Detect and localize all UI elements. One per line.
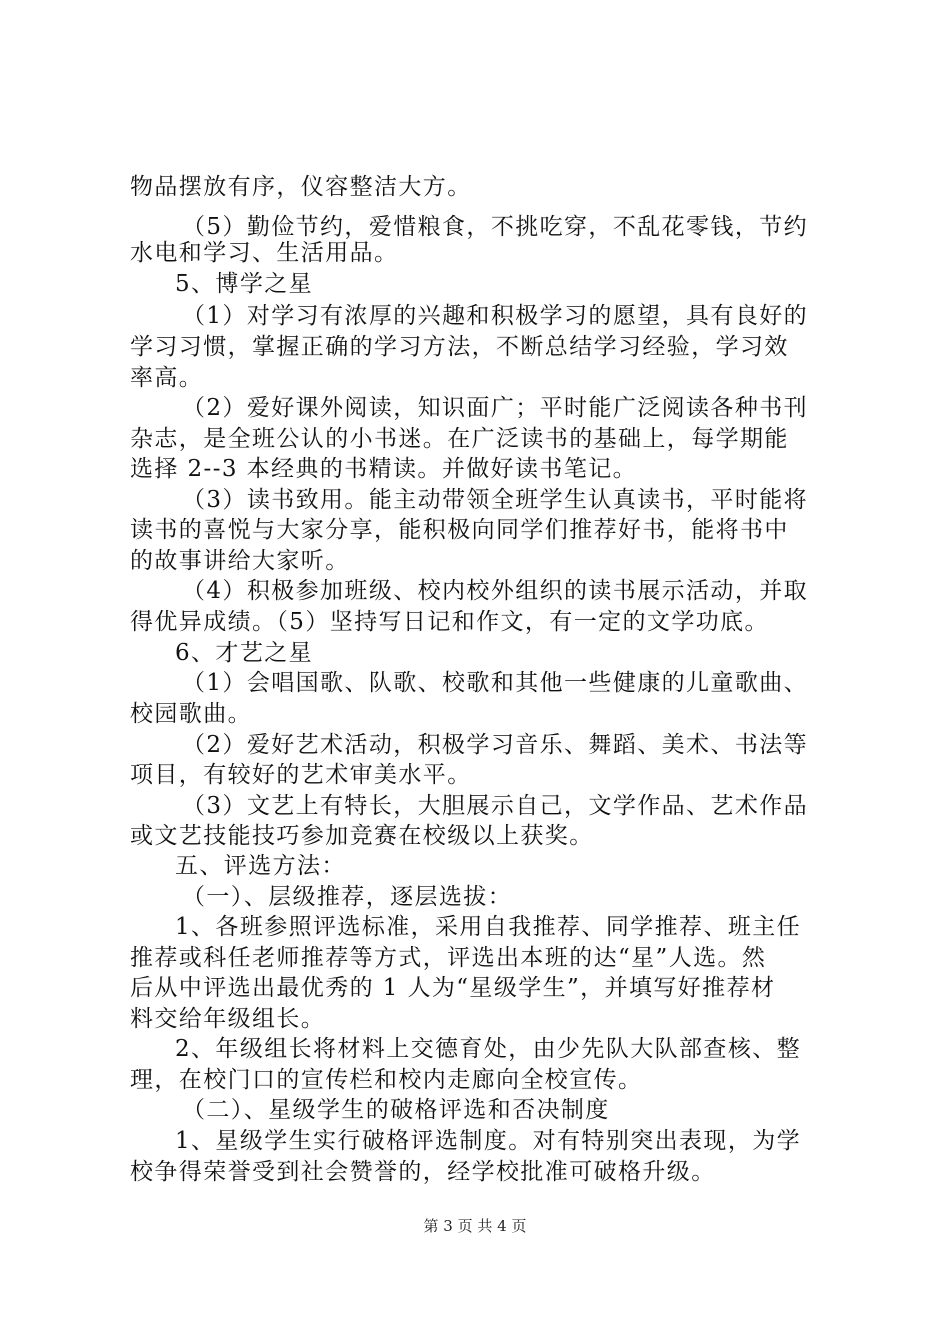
text-line: 校园歌曲。: [130, 701, 252, 727]
text-line: （4）积极参加班级、校内校外组织的读书展示活动，并取: [182, 578, 809, 604]
text-line: 1、各班参照评选标准，采用自我推荐、同学推荐、班主任: [175, 914, 802, 940]
text-line: 率高。: [130, 365, 204, 391]
text-line: （3）读书致用。能主动带领全班学生认真读书，平时能将: [182, 487, 809, 513]
text-line: 料交给年级组长。: [130, 1006, 326, 1032]
text-line: 杂志，是全班公认的小书迷。在广泛读书的基础上，每学期能: [130, 426, 789, 452]
text-line: 得优异成绩。（5）坚持写日记和作文，有一定的文学功底。: [130, 609, 769, 635]
subsection-heading: （二）、星级学生的破格评选和否决制度: [182, 1097, 610, 1123]
text-line: 选择 2--3 本经典的书精读。并做好读书笔记。: [130, 456, 638, 482]
section-heading: 5、博学之星: [175, 271, 314, 297]
text-line: 理，在校门口的宣传栏和校内走廊向全校宣传。: [130, 1067, 643, 1093]
text-line: 的故事讲给大家听。: [130, 548, 350, 574]
text-line: （1）对学习有浓厚的兴趣和积极学习的愿望，具有良好的: [182, 303, 809, 329]
text-line: （2）爱好课外阅读，知识面广；平时能广泛阅读各种书刊: [182, 395, 809, 421]
text-line: 校争得荣誉受到社会赞誉的，经学校批准可破格升级。: [130, 1159, 716, 1185]
page-footer: 第 3 页 共 4 页: [423, 1217, 527, 1235]
section-heading: 五、评选方法：: [175, 853, 346, 879]
subsection-heading: （一）、层级推荐，逐层选拔：: [182, 884, 513, 910]
text-line: （5）勤俭节约，爱惜粮食，不挑吃穿，不乱花零钱，节约: [182, 214, 809, 240]
text-line: 或文艺技能技巧参加竞赛在校级以上获奖。: [130, 823, 594, 849]
text-line: 物品摆放有序，仪容整洁大方。: [130, 174, 472, 200]
section-heading: 6、才艺之星: [175, 640, 314, 666]
text-line: 后从中评选出最优秀的 1 人为“星级学生”，并填写好推荐材: [130, 975, 776, 1001]
text-line: 项目，有较好的艺术审美水平。: [130, 762, 472, 788]
text-line: 2、年级组长将材料上交德育处，由少先队大队部查核、整: [175, 1036, 802, 1062]
text-line: 学习习惯，掌握正确的学习方法，不断总结学习经验，学习效: [130, 334, 789, 360]
text-line: （3）文艺上有特长，大胆展示自己，文学作品、艺术作品: [182, 793, 809, 819]
text-line: 1、星级学生实行破格评选制度。对有特别突出表现，为学: [175, 1128, 802, 1154]
text-line: （2）爱好艺术活动，积极学习音乐、舞蹈、美术、书法等: [182, 732, 809, 758]
text-line: （1）会唱国歌、队歌、校歌和其他一些健康的儿童歌曲、: [182, 670, 809, 696]
text-line: 水电和学习、生活用品。: [130, 240, 399, 266]
text-line: 读书的喜悦与大家分享，能积极向同学们推荐好书，能将书中: [130, 517, 789, 543]
text-line: 推荐或科任老师推荐等方式，评选出本班的达“星”人选。然: [130, 945, 767, 971]
